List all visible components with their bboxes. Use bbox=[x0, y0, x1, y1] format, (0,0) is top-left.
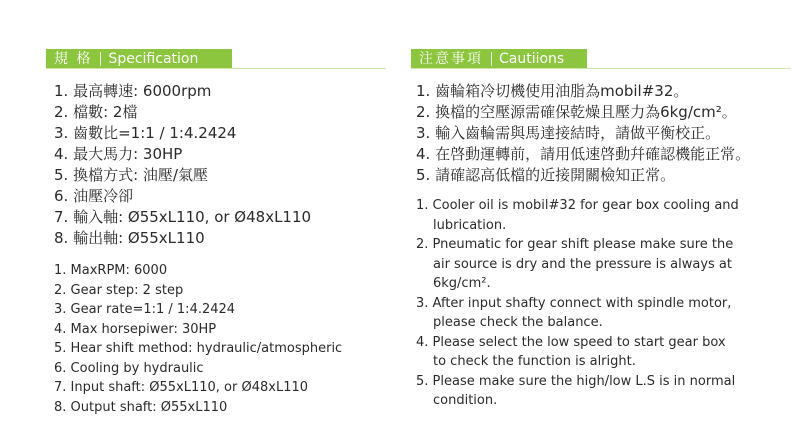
list-item: 4. 在啓動運轉前，請用低速啓動幷確認機能正常。 bbox=[416, 145, 751, 163]
spec-list-en bbox=[54, 261, 342, 417]
list-item-continuation: to check the function is alright. bbox=[433, 354, 636, 369]
spec-list-zh bbox=[54, 81, 311, 249]
list-item-continuation: air source is dry and the pressure is always at bbox=[433, 256, 732, 272]
list-item: 1. Cooler oil is mobil#32 for gear box cooling and bbox=[416, 198, 739, 213]
list-item: 2. Gear step: 2 step bbox=[54, 282, 184, 298]
specification-header bbox=[46, 49, 232, 69]
list-item-continuation: lubrication. bbox=[433, 217, 507, 233]
list-item-continuation: condition. bbox=[433, 393, 498, 408]
cautions-header-zh: 注意事項 bbox=[419, 51, 483, 67]
list-item: 8. 輸出軸: Ø55xL110 bbox=[54, 229, 205, 247]
list-item: 1. MaxRPM: 6000 bbox=[54, 263, 168, 278]
list-item: 5. 換檔方式: 油壓/氣壓 bbox=[54, 166, 208, 184]
specification-header-zh: 規 格 bbox=[54, 51, 93, 67]
list-item: 5. 請確認高低檔的近接開關檢知正常。 bbox=[416, 166, 676, 184]
list-item: 5. Please make sure the high/low L.S is in normal bbox=[416, 373, 736, 389]
specification-header-en: Specification bbox=[108, 51, 199, 67]
cautions-header-en: Cautiions bbox=[499, 51, 565, 67]
list-item: 2. 檔數: 2檔 bbox=[54, 103, 138, 121]
list-item: 1. 最高轉速: 6000rpm bbox=[54, 82, 212, 100]
list-item: 7. Input shaft: Ø55xL110, or Ø48xL110 bbox=[54, 380, 309, 395]
list-item: 3. After input shafty connect with spindle motor, bbox=[416, 295, 732, 311]
list-item: 4. Max horsepiwer: 30HP bbox=[54, 321, 217, 337]
list-item: 1. 齒輪箱冷切機使用油脂為mobil#32。 bbox=[416, 82, 689, 100]
list-item: 3. 齒數比=1:1 / 1:4.2424 bbox=[54, 124, 237, 142]
header-underline bbox=[411, 68, 791, 69]
cautions-list-en bbox=[416, 196, 739, 411]
list-item: 8. Output shaft: Ø55xL110 bbox=[54, 399, 228, 415]
list-item: 3. Gear rate=1:1 / 1:4.2424 bbox=[54, 302, 236, 317]
list-item-continuation: please check the balance. bbox=[433, 315, 603, 330]
list-item: 4. 最大馬力: 30HP bbox=[54, 145, 183, 163]
list-item: 2. 換檔的空壓源需確保乾燥且壓力為6kg/cm²。 bbox=[416, 103, 737, 121]
list-item: 7. 輸入軸: Ø55xL110, or Ø48xL110 bbox=[54, 208, 312, 226]
list-item: 2. Pneumatic for gear shift please make sure the bbox=[416, 237, 734, 252]
list-item-continuation: 6kg/cm². bbox=[433, 276, 491, 291]
cautions-list-zh bbox=[416, 81, 750, 186]
header-underline bbox=[46, 68, 386, 69]
list-item: 6. Cooling by hydraulic bbox=[54, 360, 204, 376]
list-item: 4. Please select the low speed to start gear box bbox=[416, 334, 726, 350]
cautions-header bbox=[411, 49, 587, 69]
list-item: 6. 油壓冷卻 bbox=[54, 187, 134, 205]
list-item: 3. 輸入齒輪需與馬達接結時，請做平衡校正。 bbox=[416, 124, 721, 142]
list-item: 5. Hear shift method: hydraulic/atmospheric bbox=[54, 341, 343, 356]
